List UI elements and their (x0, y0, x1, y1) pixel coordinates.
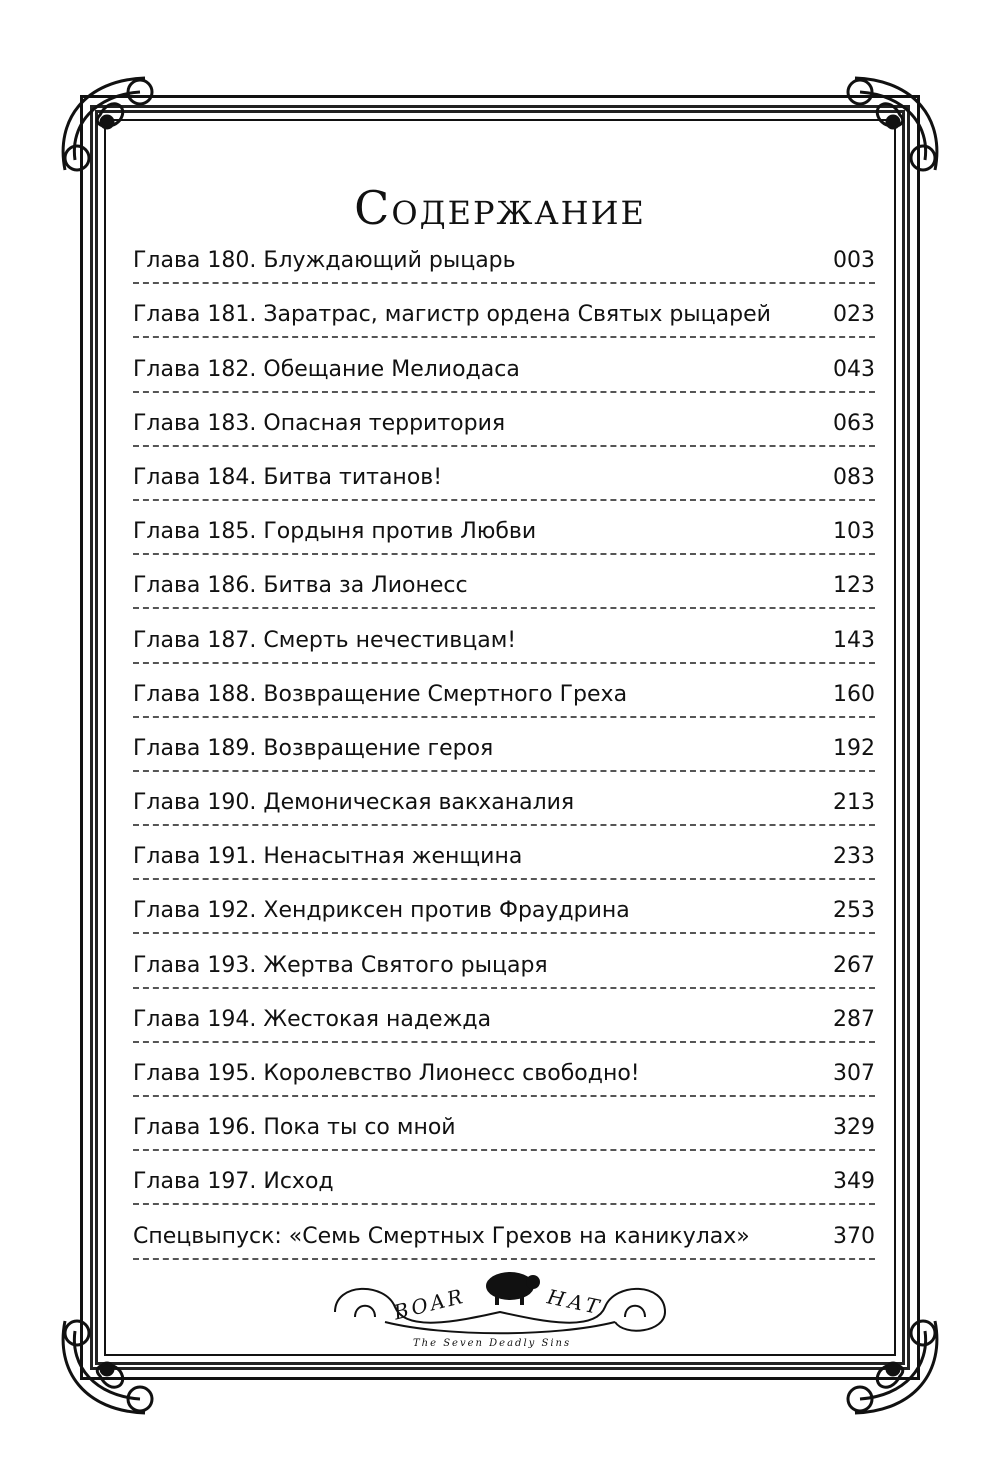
page-title: Содержание (354, 180, 646, 235)
toc-entry-title: Глава 196. Пока ты со мной (133, 1115, 456, 1141)
corner-ornament-icon (825, 1301, 955, 1431)
toc-entry (133, 664, 875, 718)
toc-entry (133, 393, 875, 447)
toc-entry-title: Глава 185. Гордыня против Любви (133, 519, 537, 545)
toc-entry (133, 718, 875, 772)
toc-entry-title: Глава 184. Битва титанов! (133, 464, 443, 490)
toc-entry-page: 253 (833, 898, 875, 924)
toc-entry (133, 1205, 875, 1259)
toc-entry-page: 160 (833, 681, 875, 707)
toc-entry-page: 063 (833, 410, 875, 436)
toc-entry-title: Глава 190. Демоническая вакханалия (133, 790, 575, 816)
toc-entry (133, 1151, 875, 1205)
toc-entry-title: Спецвыпуск: «Семь Смертных Грехов на каникулах» (133, 1223, 750, 1249)
corner-ornament-icon (45, 1301, 175, 1431)
boar-icon (486, 1272, 540, 1305)
toc-entry-page: 143 (833, 627, 875, 653)
toc-entry-page: 370 (833, 1223, 875, 1249)
toc-entry-page: 083 (833, 464, 875, 490)
toc-entry-page: 349 (833, 1169, 875, 1195)
toc-entry-title: Глава 188. Возвращение Смертного Греха (133, 681, 628, 707)
toc-entry (133, 284, 875, 338)
toc-entry (133, 826, 875, 880)
toc-entry (133, 338, 875, 392)
toc-entry-title: Глава 191. Ненасытная женщина (133, 844, 523, 870)
toc-entry-page: 043 (833, 356, 875, 382)
toc-entry (133, 230, 875, 284)
toc-entry-page: 123 (833, 573, 875, 599)
toc-entry-title: Глава 183. Опасная территория (133, 410, 506, 436)
toc-entry-title: Глава 182. Обещание Мелиодаса (133, 356, 520, 382)
toc-entry-title: Глава 197. Исход (133, 1169, 334, 1195)
corner-ornament-icon (45, 60, 175, 190)
toc-entry-page: 213 (833, 790, 875, 816)
toc-entry-title: Глава 195. Королевство Лионесс свободно! (133, 1061, 640, 1086)
toc-entry-title: Глава 189. Возвращение героя (133, 735, 494, 761)
toc-entry-title: Глава 192. Хендриксен против Фраудрина (133, 898, 630, 924)
toc-entry (133, 989, 875, 1043)
publisher-logo (325, 1262, 675, 1362)
toc-entry-title: Глава 186. Битва за Лионесс (133, 573, 468, 599)
toc-entry (133, 1043, 875, 1097)
toc-entry-title: Глава 193. Жертва Святого рыцаря (133, 952, 548, 978)
toc-entry (133, 447, 875, 501)
toc-entry (133, 1097, 875, 1151)
toc-entry (133, 880, 875, 934)
toc-entry-title: Глава 187. Смерть нечестивцам! (133, 627, 517, 653)
toc-entry-page: 023 (833, 302, 875, 328)
toc-entry (133, 501, 875, 555)
toc-entry-page: 267 (833, 952, 875, 978)
corner-ornament-icon (825, 60, 955, 190)
toc-entry-title: Глава 181. Заратрас, магистр ордена Святых рыцарей (133, 302, 771, 328)
toc-entry-page: 329 (833, 1115, 875, 1141)
toc-entry-title: Глава 194. Жестокая надежда (133, 1006, 492, 1032)
toc-entry-page: 192 (833, 735, 875, 761)
logo-word-right: HAT (545, 1284, 606, 1320)
toc-entry-title: Глава 180. Блуждающий рыцарь (133, 248, 516, 274)
table-of-contents (133, 230, 875, 1260)
toc-entry-page: 003 (833, 248, 875, 274)
toc-entry (133, 934, 875, 988)
toc-entry-page: 103 (833, 519, 875, 545)
toc-entry (133, 555, 875, 609)
toc-entry-page: 307 (833, 1061, 875, 1086)
logo-subtitle: The Seven Deadly Sins (413, 1338, 572, 1349)
toc-entry (133, 772, 875, 826)
toc-entry-page: 233 (833, 844, 875, 870)
toc-entry-page: 287 (833, 1006, 875, 1032)
logo-word-left: BOAR (391, 1283, 468, 1325)
toc-entry (133, 609, 875, 663)
